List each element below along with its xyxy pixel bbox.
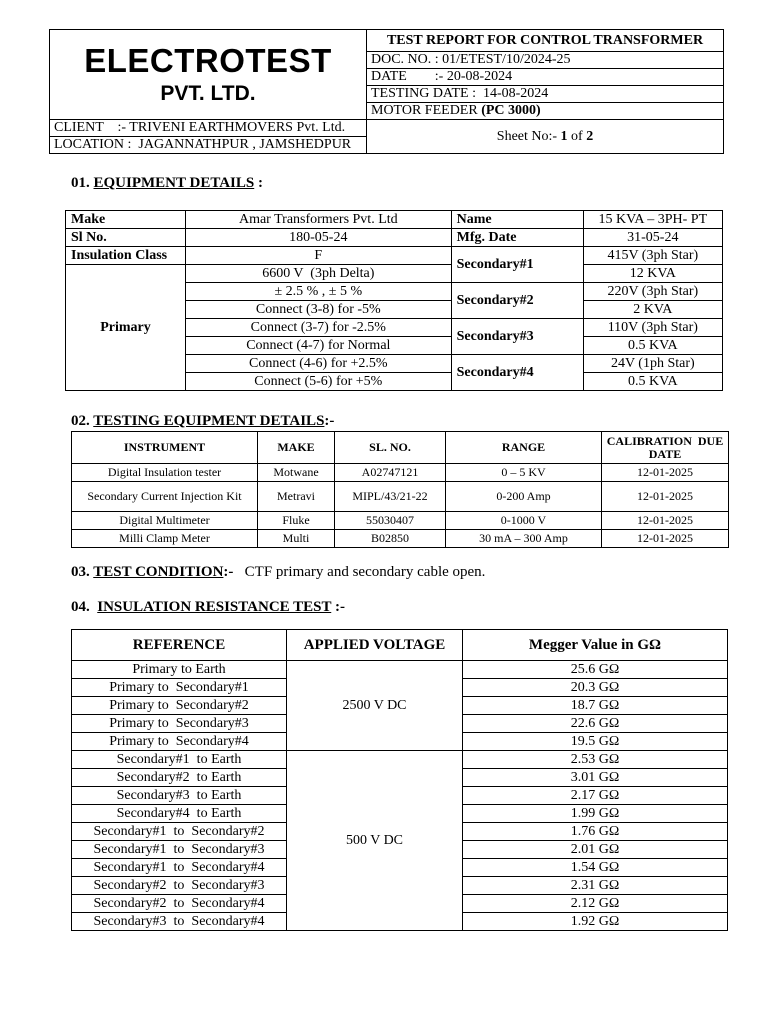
sheet-number [367,120,724,154]
table-cell: Digital Insulation tester [72,464,258,482]
secondary-1-label: Secondary#1 [451,247,583,283]
secondary-2-voltage: 220V (3ph Star) [583,283,722,301]
insulation-class-value: F [186,247,452,265]
section-heading-equipment [71,175,263,192]
section-number: 04. [71,599,98,615]
table-cell: 12-01-2025 [602,482,729,512]
reference-cell: Secondary#1 to Secondary#4 [72,859,287,877]
megger-value-cell: 2.53 GΩ [463,751,728,769]
applied-voltage-cell: 2500 V DC [287,661,463,751]
table-cell: Motwane [258,464,335,482]
megger-value-cell: 25.6 GΩ [463,661,728,679]
reference-cell: Secondary#2 to Earth [72,769,287,787]
table-row [66,265,723,283]
test-condition-text: CTF primary and secondary cable open. [233,564,486,580]
insulation-class-label: Insulation Class [66,247,186,265]
secondary-2-rating: 2 KVA [583,301,722,319]
section-suffix: :- [223,564,234,580]
primary-row: Connect (5-6) for +5% [186,373,452,391]
column-header: APPLIED VOLTAGE [287,630,463,661]
column-header: CALIBRATION DUE DATE [602,432,729,464]
megger-value-cell: 1.99 GΩ [463,805,728,823]
megger-value-cell: 2.01 GΩ [463,841,728,859]
section-title: TEST CONDITION [93,564,224,580]
table-cell: 0-1000 V [446,512,602,530]
table-cell: 30 mA – 300 Amp [446,530,602,548]
table-cell: A02747121 [335,464,446,482]
primary-label: Primary [66,265,186,391]
section-title: INSULATION RESISTANCE TEST [97,599,332,615]
table-row [66,211,723,229]
primary-row: ± 2.5 % , ± 5 % [186,283,452,301]
table-row [66,229,723,247]
primary-row: Connect (3-8) for -5% [186,301,452,319]
reference-cell: Primary to Secondary#2 [72,697,287,715]
megger-value-cell: 1.76 GΩ [463,823,728,841]
table-cell: 12-01-2025 [602,512,729,530]
megger-value-cell: 22.6 GΩ [463,715,728,733]
reference-cell: Primary to Secondary#4 [72,733,287,751]
reference-cell: Secondary#1 to Secondary#2 [72,823,287,841]
report-date: DATE :- 20-08-2024 [367,69,724,86]
table-cell: 12-01-2025 [602,530,729,548]
section-number: 02. [71,413,94,429]
sheet-prefix: Sheet No:- [496,128,561,144]
reference-cell: Primary to Earth [72,661,287,679]
primary-row: 6600 V (3ph Delta) [186,265,452,283]
report-header [49,29,724,154]
section-suffix: :- [324,413,335,429]
table-cell: 0-200 Amp [446,482,602,512]
client-line: CLIENT :- TRIVENI EARTHMOVERS Pvt. Ltd. [50,120,367,137]
doc-number: DOC. NO. : 01/ETEST/10/2024-25 [367,52,724,69]
section-heading-testing-equipment [71,413,334,430]
mfg-date-label: Mfg. Date [451,229,583,247]
section-heading-insulation [71,599,345,616]
megger-value-cell: 18.7 GΩ [463,697,728,715]
megger-value-cell: 3.01 GΩ [463,769,728,787]
table-row [66,247,723,265]
megger-value-cell: 19.5 GΩ [463,733,728,751]
reference-cell: Primary to Secondary#1 [72,679,287,697]
megger-value-cell: 20.3 GΩ [463,679,728,697]
table-cell: Secondary Current Injection Kit [72,482,258,512]
name-value: 15 KVA – 3PH- PT [583,211,722,229]
table-header-row [72,432,729,464]
testing-date: TESTING DATE : 14-08-2024 [367,86,724,103]
table-cell: Multi [258,530,335,548]
table-cell: Fluke [258,512,335,530]
table-row [72,661,728,679]
megger-value-cell: 2.31 GΩ [463,877,728,895]
megger-value-cell: 2.17 GΩ [463,787,728,805]
insulation-resistance-table [71,629,728,931]
reference-cell: Secondary#1 to Secondary#3 [72,841,287,859]
reference-cell: Secondary#2 to Secondary#4 [72,895,287,913]
table-header-row [72,630,728,661]
table-cell: Milli Clamp Meter [72,530,258,548]
primary-row: Connect (4-7) for Normal [186,337,452,355]
section-title: TESTING EQUIPMENT DETAILS [93,413,325,429]
reference-cell: Secondary#1 to Earth [72,751,287,769]
column-header: RANGE [446,432,602,464]
slno-label: Sl No. [66,229,186,247]
table-cell: 0 – 5 KV [446,464,602,482]
table-cell: 12-01-2025 [602,464,729,482]
column-header: MAKE [258,432,335,464]
slno-value: 180-05-24 [186,229,452,247]
reference-cell: Secondary#4 to Earth [72,805,287,823]
reference-cell: Secondary#3 to Earth [72,787,287,805]
sheet-total: 2 [586,128,594,144]
secondary-4-label: Secondary#4 [451,355,583,391]
table-cell: B02850 [335,530,446,548]
secondary-3-rating: 0.5 KVA [583,337,722,355]
table-cell: MIPL/43/21-22 [335,482,446,512]
section-suffix: : [254,175,263,191]
testing-equipment-table [71,431,729,548]
secondary-3-label: Secondary#3 [451,319,583,355]
megger-value-cell: 1.92 GΩ [463,913,728,931]
reference-cell: Primary to Secondary#3 [72,715,287,733]
company-suffix: PVT. LTD. [160,81,256,105]
motor-feeder-label: MOTOR FEEDER [371,103,482,118]
table-cell: 55030407 [335,512,446,530]
secondary-1-voltage: 415V (3ph Star) [583,247,722,265]
motor-feeder-value: (PC 3000) [481,103,541,118]
secondary-4-voltage: 24V (1ph Star) [583,355,722,373]
name-label: Name [451,211,583,229]
secondary-3-voltage: 110V (3ph Star) [583,319,722,337]
table-row [72,464,729,482]
megger-value-cell: 1.54 GΩ [463,859,728,877]
table-row [72,530,729,548]
sheet-of: of [567,128,587,144]
section-heading-test-condition [71,564,485,581]
company-name: ELECTROTEST [84,41,332,79]
primary-row: Connect (3-7) for -2.5% [186,319,452,337]
report-title: TEST REPORT FOR CONTROL TRANSFORMER [367,30,724,52]
make-label: Make [66,211,186,229]
secondary-4-rating: 0.5 KVA [583,373,722,391]
section-suffix: :- [331,599,345,615]
equipment-details-table [65,210,723,391]
table-row [72,512,729,530]
table-cell: Metravi [258,482,335,512]
column-header: Megger Value in GΩ [463,630,728,661]
table-row [72,482,729,512]
reference-cell: Secondary#3 to Secondary#4 [72,913,287,931]
section-number: 03. [71,564,94,580]
section-title: EQUIPMENT DETAILS [93,175,255,191]
secondary-1-rating: 12 KVA [583,265,722,283]
column-header: INSTRUMENT [72,432,258,464]
secondary-2-label: Secondary#2 [451,283,583,319]
make-value: Amar Transformers Pvt. Ltd [186,211,452,229]
column-header: REFERENCE [72,630,287,661]
megger-value-cell: 2.12 GΩ [463,895,728,913]
column-header: SL. NO. [335,432,446,464]
location-line: LOCATION : JAGANNATHPUR , JAMSHEDPUR [50,137,367,154]
table-cell: Digital Multimeter [72,512,258,530]
reference-cell: Secondary#2 to Secondary#3 [72,877,287,895]
section-number: 01. [71,175,94,191]
company-logo-text [50,30,367,120]
table-row [72,751,728,769]
motor-feeder [367,103,724,120]
applied-voltage-cell: 500 V DC [287,751,463,931]
primary-row: Connect (4-6) for +2.5% [186,355,452,373]
sheet-current: 1 [560,128,568,144]
mfg-date-value: 31-05-24 [583,229,722,247]
